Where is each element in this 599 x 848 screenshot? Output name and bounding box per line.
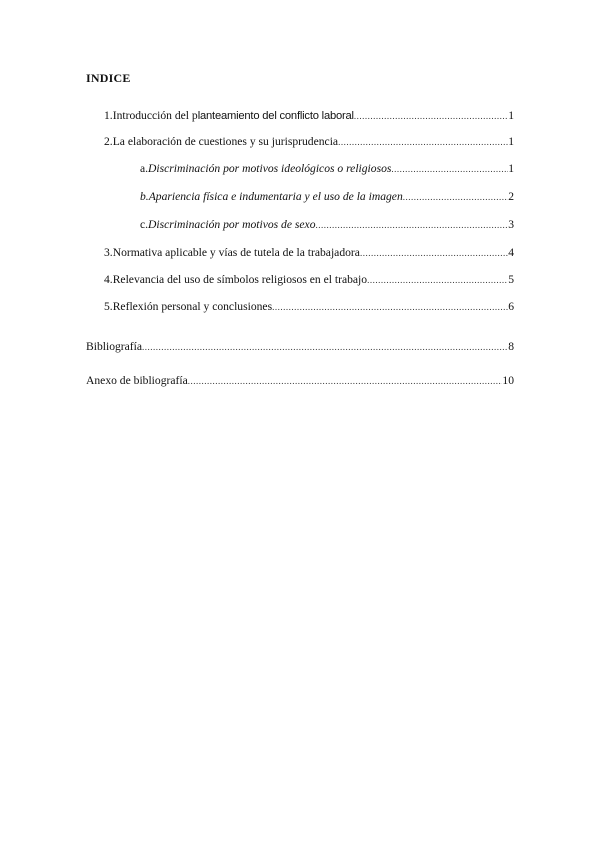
toc-entry-2[interactable] (104, 134, 514, 150)
toc-entry-label: Reflexión personal y conclusiones (112, 300, 273, 313)
toc-entry-label: Discriminación por motivos de sexo (148, 218, 316, 231)
toc-entry-number: b. (140, 190, 149, 203)
toc-entry-number: a. (140, 162, 149, 175)
toc-page-number: 1 (508, 162, 514, 175)
toc-entry-3[interactable] (104, 245, 514, 261)
toc-page-number: 2 (508, 190, 514, 203)
toc-page-number: 8 (508, 340, 514, 353)
toc-entry-label: Discriminación por motivos ideológicos o religiosos (148, 162, 392, 175)
toc-entry-bibliography[interactable] (86, 339, 514, 355)
toc-entry-2a[interactable] (140, 161, 514, 177)
toc-entry-label: Anexo de bibliografía (86, 374, 188, 387)
toc-entry-label (113, 108, 354, 124)
toc-entry-number: 2. (104, 135, 113, 148)
dot-leader (338, 134, 508, 150)
toc-entry-label-sans: lanteamiento del conflicto laboral (197, 110, 354, 122)
toc-entry-1[interactable] (104, 108, 514, 124)
toc-entry-label: Bibliografía (86, 340, 143, 353)
toc-entry-4[interactable] (104, 272, 514, 288)
dot-leader (354, 108, 508, 124)
toc-entry-label-serif: Introducción del p (112, 109, 198, 122)
toc-entry-number: 5. (104, 300, 113, 313)
toc-entry-5[interactable] (104, 299, 514, 315)
toc-entry-2c[interactable] (140, 217, 514, 233)
toc-page-number: 3 (508, 218, 514, 231)
toc-entry-number: 1. (104, 109, 113, 122)
dot-leader (360, 245, 508, 261)
dot-leader (403, 189, 508, 205)
dot-leader (142, 339, 508, 355)
dot-leader (391, 161, 508, 177)
toc-entry-label: Normativa aplicable y vías de tutela de la trabajadora (112, 246, 360, 259)
toc-page-number: 4 (508, 246, 514, 259)
toc-entry-number: 4. (104, 273, 113, 286)
toc-entry-number: 3. (104, 246, 113, 259)
dot-leader (272, 299, 508, 315)
toc-entry-label: Relevancia del uso de símbolos religiosos en el trabajo (112, 273, 368, 286)
toc-entry-number: c. (140, 218, 149, 231)
dot-leader (316, 217, 509, 233)
toc-page-number: 10 (502, 374, 514, 387)
toc-entry-2b[interactable] (140, 189, 514, 205)
toc-page-number: 6 (508, 300, 514, 313)
toc-entry-label: Apariencia física e indumentaria y el uso de la imagen (148, 190, 403, 203)
dot-leader (367, 272, 508, 288)
toc-page-number: 1 (508, 109, 514, 122)
toc-entry-annex[interactable] (86, 373, 514, 389)
toc-page-number: 5 (508, 273, 514, 286)
dot-leader (188, 373, 503, 389)
toc-entry-label: La elaboración de cuestiones y su jurisprudencia (112, 135, 339, 148)
toc-title: INDICE (86, 71, 131, 85)
toc-page-number: 1 (508, 135, 514, 148)
